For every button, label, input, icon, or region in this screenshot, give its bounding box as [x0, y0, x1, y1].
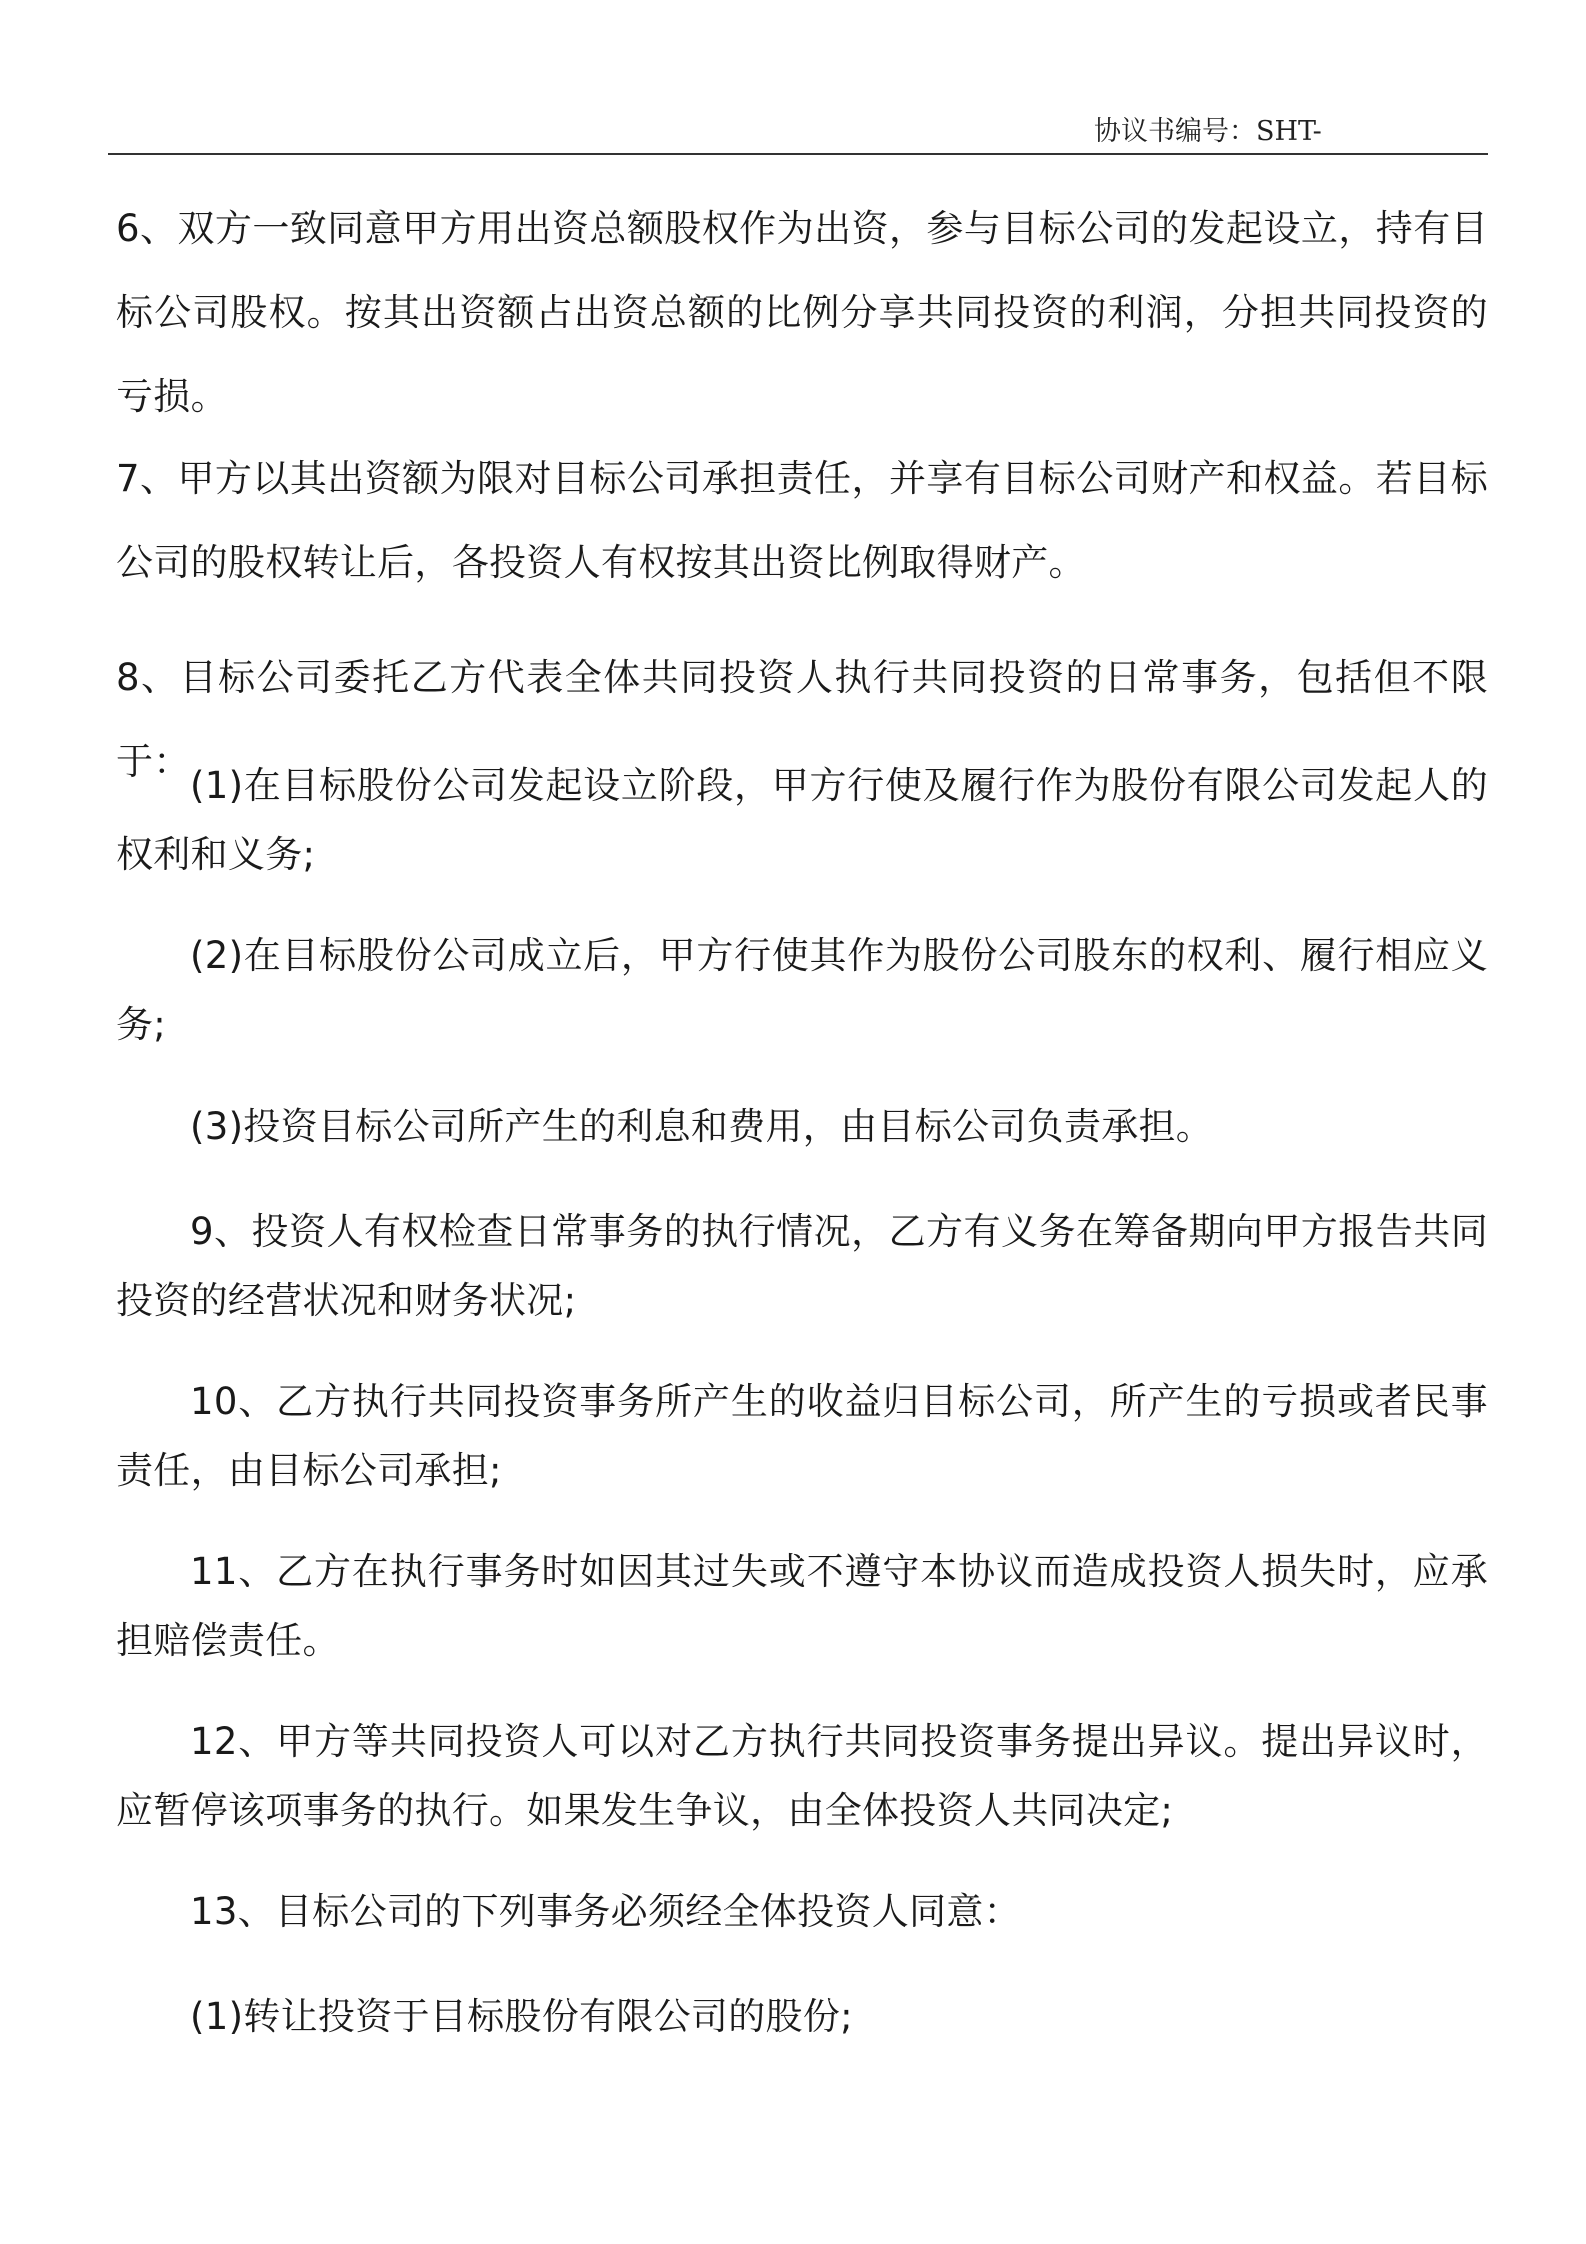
header-rule — [108, 153, 1488, 155]
clause-10: 10、乙方执行共同投资事务所产生的收益归目标公司，所产生的亏损或者民事责任，由目标公司承担; — [116, 1380, 1488, 1492]
clause-8-item-2: (2)在目标股份公司成立后，甲方行使其作为股份公司股东的权利、履行相应义务; — [116, 934, 1488, 1046]
clause-11: 11、乙方在执行事务时如因其过失或不遵守本协议而造成投资人损失时，应承担赔偿责任。 — [116, 1550, 1488, 1662]
clause-9: 9、投资人有权检查日常事务的执行情况，乙方有义务在筹备期向甲方报告共同投资的经营状况和财务状况; — [116, 1210, 1488, 1322]
clause-6: 6、双方一致同意甲方用出资总额股权作为出资，参与目标公司的发起设立，持有目标公司股权。按其出资额占出资总额的比例分享共同投资的利润，分担共同投资的亏损。 — [116, 207, 1488, 418]
clause-12: 12、甲方等共同投资人可以对乙方执行共同投资事务提出异议。提出异议时，应暂停该项事务的执行。如果发生争议，由全体投资人共同决定; — [116, 1720, 1488, 1832]
clause-13-item-1: (1)转让投资于目标股份有限公司的股份; — [190, 1995, 853, 2038]
clause-8-item-3: (3)投资目标公司所产生的利息和费用，由目标公司负责承担。 — [190, 1105, 1214, 1148]
clause-8: 8、目标公司委托乙方代表全体共同投资人执行共同投资的日常事务，包括但不限于： — [116, 656, 1488, 783]
clause-13: 13、目标公司的下列事务必须经全体投资人同意： — [190, 1890, 1021, 1933]
agreement-number: 协议书编号：SHT- — [1094, 116, 1322, 147]
clause-7: 7、甲方以其出资额为限对目标公司承担责任，并享有目标公司财产和权益。若目标公司的股权转让后，各投资人有权按其出资比例取得财产。 — [116, 457, 1488, 584]
clause-8-item-1: (1)在目标股份公司发起设立阶段，甲方行使及履行作为股份有限公司发起人的权利和义务; — [116, 764, 1488, 876]
